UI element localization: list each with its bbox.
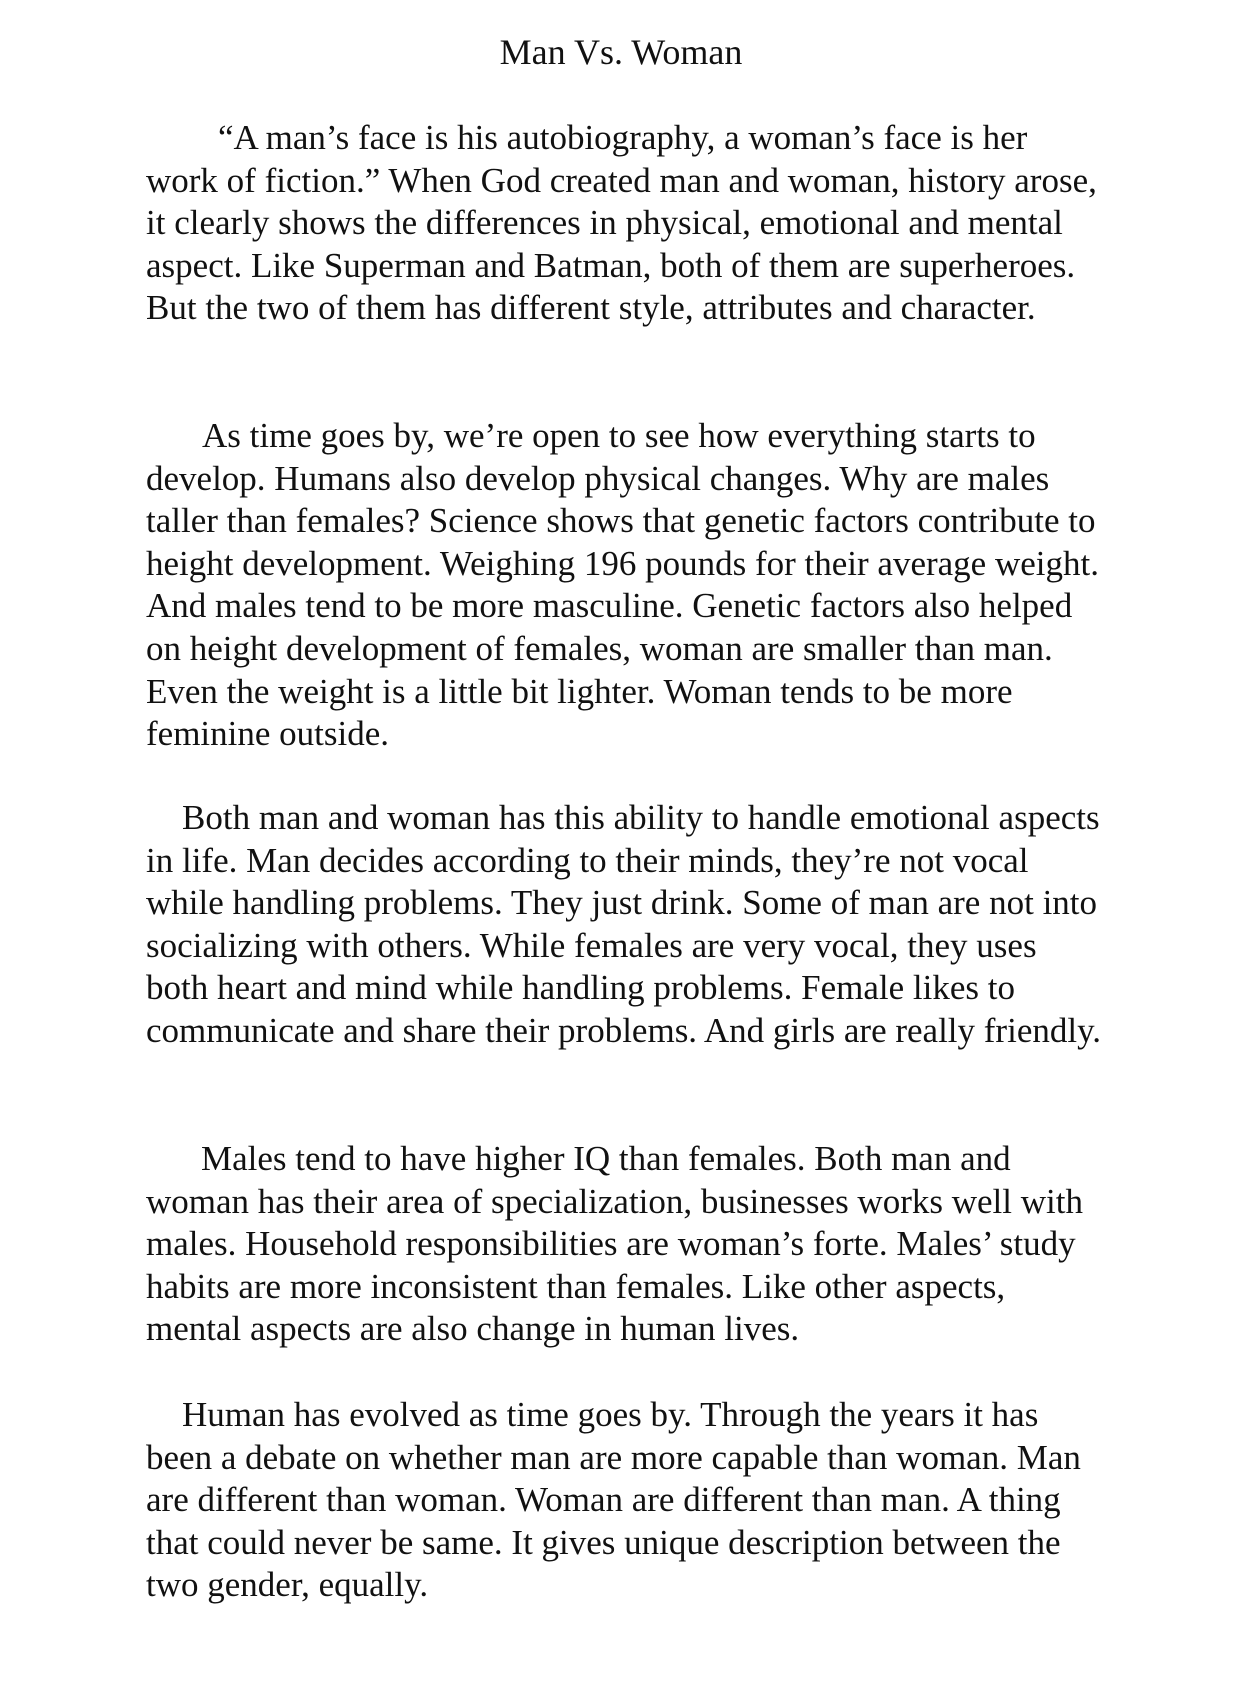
document-title: Man Vs. Woman — [499, 32, 743, 72]
paragraph-physical: As time goes by, we’re open to see how everything starts to develop. Humans also develop physical changes. Why are males taller than females? Science shows that genetic factors contribute to height development. Weighing 196 pounds for their average weight. And males tend to be more masculine. Genetic factors also helped on height development of females, woman are smaller than man. Even the weight is a little bit lighter. Woman tends to be more feminine outside. — [146, 416, 1106, 754]
paragraph-intro: “A man’s face is his autobiography, a woman’s face is her work of fiction.” When God created man and woman, history arose, it clearly shows the differences in physical, emotional and mental aspect. Like Superman and Batman, both of them are superheroes. But the two of them has different style, attributes and character. — [146, 118, 1106, 328]
paragraph-emotional: Both man and woman has this ability to handle emotional aspects in life. Man decides according to their minds, they’re not vocal while handling problems. They just drink. Some of man are not into socializing with others. While females are very vocal, they uses both heart and mind while handling problems. Female likes to communicate and share their problems. And girls are really friendly. — [146, 798, 1109, 1050]
paragraph-conclusion: Human has evolved as time goes by. Through the years it has been a debate on whether man are more capable than woman. Man are different than woman. Woman are different than man. A thing that could never be same. It gives unique description between the two gender, equally. — [146, 1395, 1090, 1605]
paragraph-mental: Males tend to have higher IQ than females. Both man and woman has their area of specialization, businesses works well with males. Household responsibilities are woman’s forte. Males’ study habits are more inconsistent than females. Like other aspects, mental aspects are also change in human lives. — [146, 1139, 1092, 1349]
